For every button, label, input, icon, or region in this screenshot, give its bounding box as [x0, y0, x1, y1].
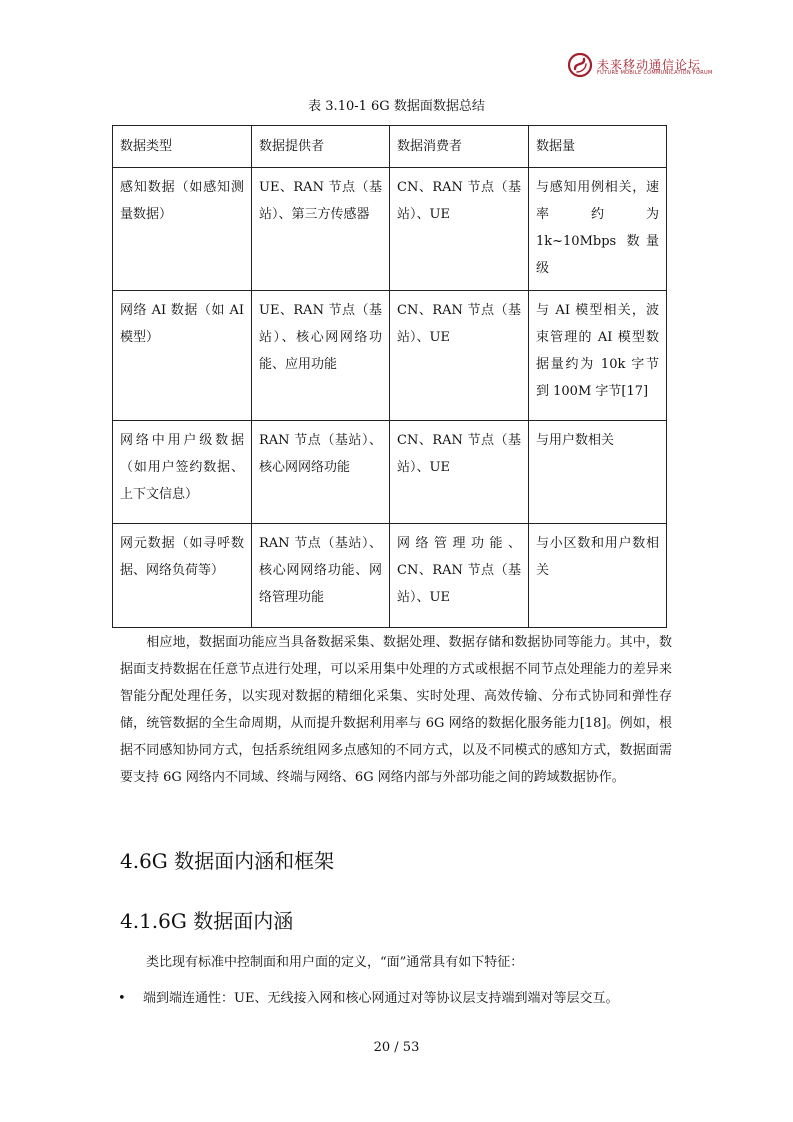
header-cell-data-type: 数据类型 [113, 126, 252, 168]
table-cell: CN、RAN 节点（基站）、UE [390, 421, 529, 524]
table-cell: RAN 节点（基站）、核心网网络功能 [252, 421, 390, 524]
table-row [113, 168, 667, 291]
table-row [113, 291, 667, 421]
header-cell-data-provider: 数据提供者 [252, 126, 390, 168]
bullet-text: 端到端连通性：UE、无线接入网和核心网通过对等协议层支持端到端对等层交互。 [143, 991, 619, 1006]
table-cell: 网元数据（如寻呼数据、网络负荷等） [113, 524, 252, 628]
table-row [113, 421, 667, 524]
table-cell: UE、RAN 节点（基站）、第三方传感器 [252, 168, 390, 291]
table-cell: 网络 AI 数据（如 AI 模型） [113, 291, 252, 421]
intro-paragraph: 类比现有标准中控制面和用户面的定义，“面”通常具有如下特征： [120, 955, 524, 970]
table-cell: RAN 节点（基站）、核心网网络功能、网络管理功能 [252, 524, 390, 628]
data-plane-summary-table [112, 125, 667, 628]
subsection-heading: 4.1.6G 数据面内涵 [120, 909, 294, 933]
table-cell: 与感知用例相关，速率约为 1k~10Mbps 数量级 [529, 168, 667, 291]
bullet-dot-icon: • [118, 991, 126, 1006]
table-header-row [113, 126, 667, 168]
forum-logo [567, 52, 713, 82]
page-number: 20 / 53 [373, 1040, 420, 1055]
table-cell: 感知数据（如感知测量数据） [113, 168, 252, 291]
header-cell-data-consumer: 数据消费者 [390, 126, 529, 168]
table-row [113, 524, 667, 628]
section-heading: 4.6G 数据面内涵和框架 [120, 849, 335, 873]
forum-emblem-icon [567, 52, 593, 78]
table-cell: 网络管理功能、CN、RAN 节点（基站）、UE [390, 524, 529, 628]
table-cell: 与 AI 模型相关，波束管理的 AI 模型数据量约为 10k 字节到 100M 字节[17] [529, 291, 667, 421]
table-cell: CN、RAN 节点（基站）、UE [390, 291, 529, 421]
body-paragraph: 相应地，数据面功能应当具备数据采集、数据处理、数据存储和数据协同等能力。其中，数据面支持数据在任意节点进行处理，可以采用集中处理的方式或根据不同节点处理能力的差异来智能分配处理任务，以实现对数据的精细化采集、实时处理、高效传输、分布式协同和弹性存储，统管数据的全生命周期，从而提升数据利用率与 6G 网络的数据化服务能力[18]。例如，根据不同感知协同方式，包括系统组网多点感知的不同方式，以及不同模式的感知方式，数据面需要支持 6G 网络内不同域、终端与网络、6G 网络内部与外部功能之间的跨域数据协作。 [120, 635, 672, 785]
table-cell: 与用户数相关 [529, 421, 667, 524]
table-cell: 网络中用户级数据（如用户签约数据、上下文信息） [113, 421, 252, 524]
bullet-item [118, 985, 618, 1012]
table-caption: 表 3.10-1 6G 数据面数据总结 [308, 99, 485, 114]
table-cell: CN、RAN 节点（基站）、UE [390, 168, 529, 291]
logo-english-name: FUTURE MOBILE COMMUNICATION FORUM [597, 70, 713, 76]
table-cell: 与小区数和用户数相关 [529, 524, 667, 628]
logo-chinese-name: 未来移动通信论坛 [597, 58, 702, 72]
table-cell: UE、RAN 节点（基站）、核心网网络功能、应用功能 [252, 291, 390, 421]
header-cell-data-volume: 数据量 [529, 126, 667, 168]
